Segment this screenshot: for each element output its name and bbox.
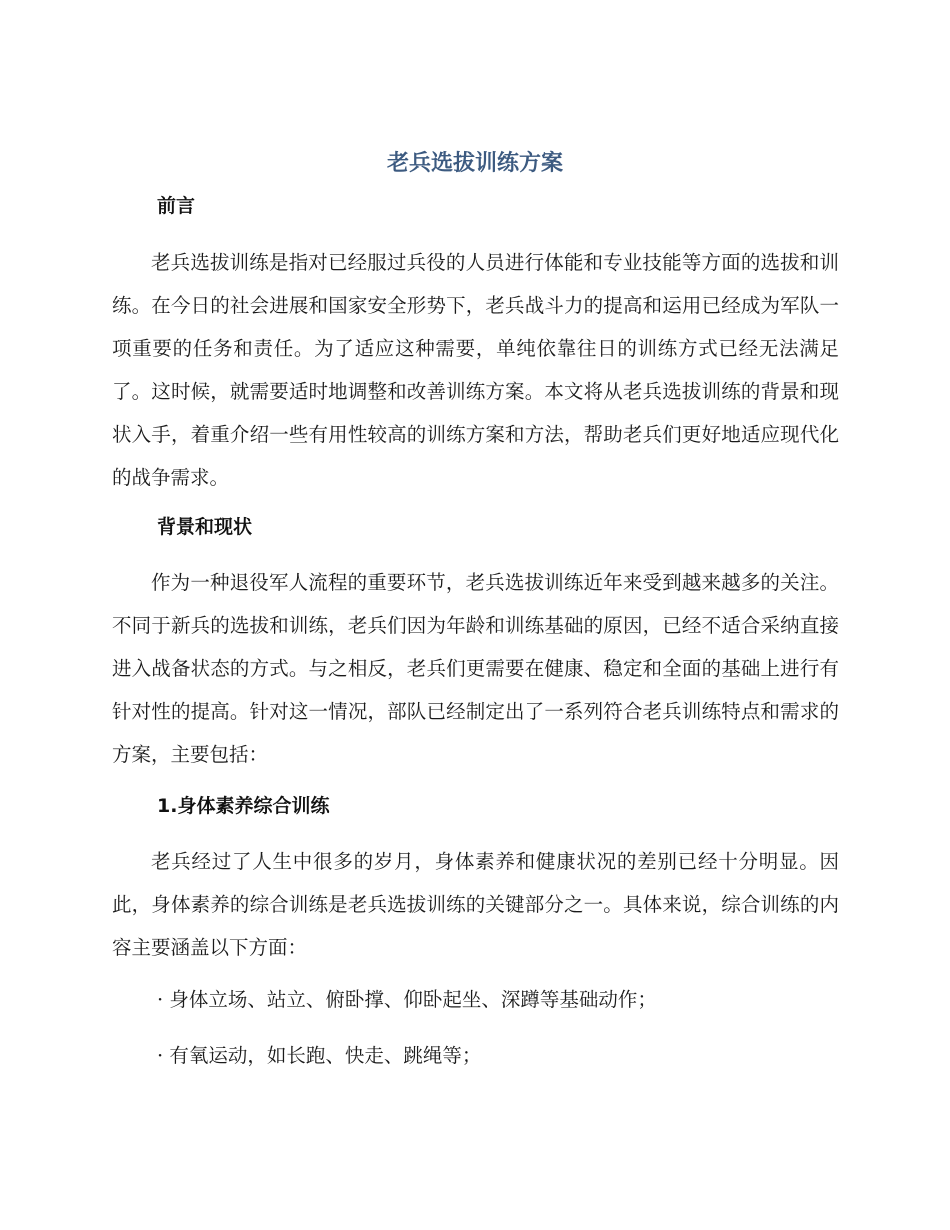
bullet-item: · 身体立场、站立、俯卧撑、仰卧起坐、深蹲等基础动作；: [157, 988, 657, 1011]
section-paragraph-physical-training: 老兵经过了人生中很多的岁月，身体素养和健康状况的差别已经十分明显。因此，身体素养的综合训练是老兵选拔训练的关键部分之一。具体来说，综合训练的内容主要涵盖以下方面：: [112, 850, 839, 959]
section-paragraph-preface: 老兵选拔训练是指对已经服过兵役的人员进行体能和专业技能等方面的选拔和训练。在今日的社会进展和国家安全形势下，老兵战斗力的提高和运用已经成为军队一项重要的任务和责任。为了适应这种需要，单纯依靠往日的训练方式已经无法满足了。这时候，就需要适时地调整和改善训练方案。本文将从老兵选拔训练的背景和现状入手，着重介绍一些有用性较高的训练方案和方法，帮助老兵们更好地适应现代化的战争需求。: [112, 251, 839, 489]
section-heading-physical-training: 1.身体素养综合训练: [157, 795, 330, 817]
bullet-item: · 有氧运动，如长跑、快走、跳绳等；: [157, 1044, 482, 1067]
section-heading-background: 背景和现状: [157, 516, 253, 538]
section-heading-preface: 前言: [157, 195, 196, 217]
document-title: 老兵选拔训练方案: [386, 151, 563, 176]
section-paragraph-background: 作为一种退役军人流程的重要环节，老兵选拔训练近年来受到越来越多的关注。不同于新兵的选拔和训练，老兵们因为年龄和训练基础的原因，已经不适合采纳直接进入战备状态的方式。与之相反，老兵们更需要在健康、稳定和全面的基础上进行有针对性的提高。针对这一情况，部队已经制定出了一系列符合老兵训练特点和需求的方案，主要包括：: [112, 571, 839, 766]
